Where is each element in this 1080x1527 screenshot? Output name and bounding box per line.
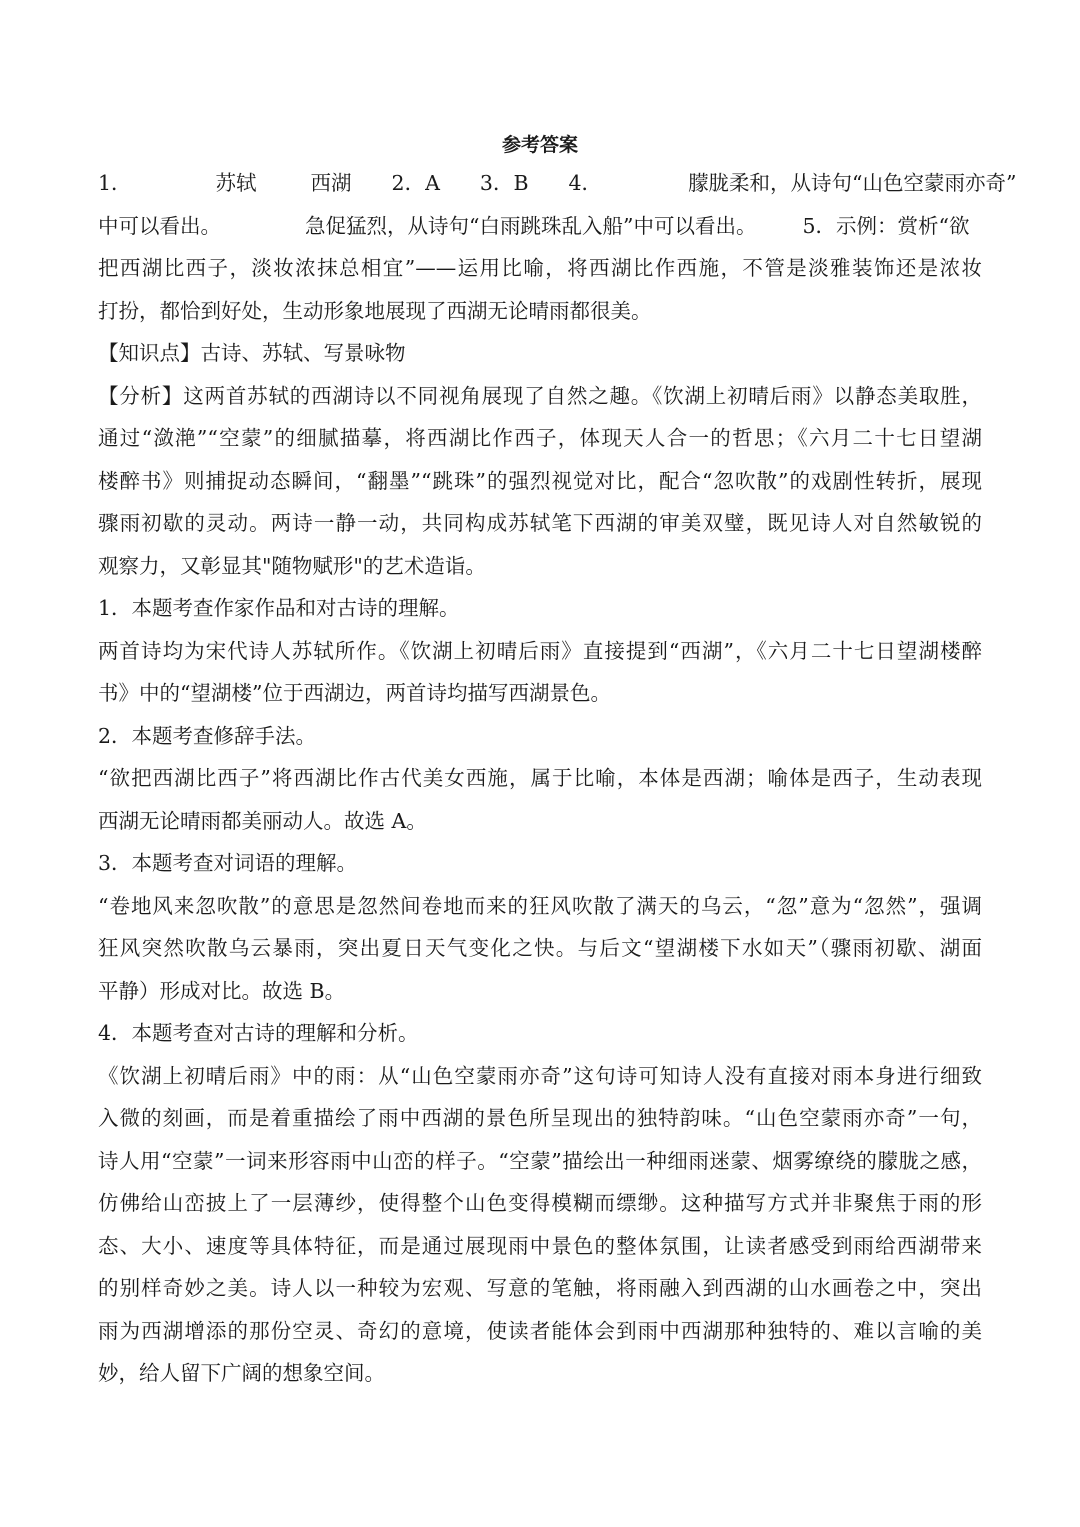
- q1-answer-author: 苏轼: [215, 171, 257, 195]
- q3-explanation-line: 狂风突然吹散乌云暴雨，突出夏日天气变化之快。与后文“望湖楼下水如天”（骤雨初歇、湖面: [98, 936, 982, 960]
- analysis-line: 【分析】这两首苏轼的西湖诗以不同视角展现了自然之趣。《饮湖上初晴后雨》以静态美取胜，: [98, 383, 982, 408]
- q4-explanation-line: 雨为西湖增添的那份空灵、奇幻的意境，使读者能体会到雨中西湖那种独特的、难以言喻的美: [98, 1318, 982, 1343]
- q4-explanation-line: 妙，给人留下广阔的想象空间。: [98, 1361, 385, 1385]
- q2-explanation-line: 西湖无论晴雨都美丽动人。故选 A。: [98, 808, 427, 833]
- analysis-line: 通过“潋滟”“空蒙”的细腻描摹，将西湖比作西子，体现天人合一的哲思；《六月二十七日望湖: [98, 426, 982, 450]
- q3-explanation-line: 平静）形成对比。故选 B。: [98, 978, 346, 1003]
- q1-number: 1．: [98, 171, 132, 195]
- q4-explanation-heading: 4．本题考查对古诗的理解和分析。: [98, 1021, 419, 1045]
- q3-explanation-heading: 3．本题考查对词语的理解。: [98, 851, 358, 875]
- page-title: 参考答案: [501, 134, 578, 156]
- document-page: [98, 128, 1017, 1395]
- q2-explanation-line: “欲把西湖比西子”将西湖比作古代美女西施，属于比喻，本体是西湖；喻体是西子，生动表现: [98, 766, 982, 790]
- q1-explanation-line: 两首诗均为宋代诗人苏轼所作。《饮湖上初晴后雨》直接提到“西湖”，《六月二十七日望湖楼醉: [98, 638, 982, 663]
- q3-explanation-line: “卷地风来忽吹散”的意思是忽然间卷地而来的狂风吹散了满天的乌云，“忽”意为“忽然”，强调: [98, 893, 982, 918]
- q4-answer-part2: 急促猛烈，从诗句“白雨跳珠乱入船”中可以看出。: [305, 213, 757, 238]
- q4-explanation-line: 态、大小、速度等具体特征，而是通过展现雨中景色的整体氛围，让读者感受到雨给西湖带来: [98, 1233, 982, 1258]
- analysis-line: 楼醉书》则捕捉动态瞬间，“翻墨”“跳珠”的强烈视觉对比，配合“忽吹散”的戏剧性转折，展现: [98, 468, 982, 493]
- q1-explanation-heading: 1．本题考查作家作品和对古诗的理解。: [98, 596, 460, 620]
- q4-explanation-line: 诗人用“空蒙”一词来形容雨中山峦的样子。“空蒙”描绘出一种细雨迷蒙、烟雾缭绕的朦胧之感，: [98, 1148, 982, 1173]
- q3-answer: 3．B: [479, 171, 529, 195]
- knowledge-points: 【知识点】古诗、苏轼、写景咏物: [98, 341, 406, 365]
- q1-explanation-line: 书》中的“望湖楼”位于西湖边，两首诗均描写西湖景色。: [98, 681, 611, 705]
- q5-answer-start: 5．示例：赏析“欲: [802, 213, 970, 238]
- q2-explanation-heading: 2．本题考查修辞手法。: [98, 723, 317, 748]
- q4-answer-start: 朦胧柔和，从诗句“山色空蒙雨亦奇”: [688, 171, 1017, 195]
- q4-explanation-line: 入微的刻画，而是着重描绘了雨中西湖的景色所呈现出的独特韵味。“山色空蒙雨亦奇”一句，: [98, 1106, 982, 1130]
- q4-answer-part1: 中可以看出。: [98, 213, 221, 238]
- q1-answer-place: 西湖: [310, 171, 352, 195]
- q2-answer: 2．A: [391, 171, 440, 195]
- answers-line-1: [98, 162, 1017, 205]
- answers-line-4: 打扮，都恰到好处，生动形象地展现了西湖无论晴雨都很美。: [98, 298, 652, 323]
- q4-explanation-line: 仿佛给山峦披上了一层薄纱，使得整个山色变得模糊而缥缈。这种描写方式并非聚焦于雨的形: [98, 1191, 982, 1215]
- answers-line-2: [98, 205, 982, 248]
- q4-number: 4．: [568, 171, 603, 195]
- analysis-line: 骤雨初歇的灵动。两诗一静一动，共同构成苏轼笔下西湖的审美双璧，既见诗人对自然敏锐的: [98, 511, 982, 535]
- answers-line-3: 把西湖比西子，淡妆浓抹总相宜”——运用比喻，将西湖比作西施，不管是淡雅装饰还是浓妆: [98, 256, 982, 280]
- analysis-line: 观察力，又彰显其"随物赋形"的艺术造诣。: [98, 553, 486, 578]
- q4-explanation-line: 《饮湖上初晴后雨》中的雨：从“山色空蒙雨亦奇”这句诗可知诗人没有直接对雨本身进行细致: [98, 1063, 982, 1088]
- q4-explanation-line: 的别样奇妙之美。诗人以一种较为宏观、写意的笔触，将雨融入到西湖的山水画卷之中，突出: [98, 1276, 982, 1300]
